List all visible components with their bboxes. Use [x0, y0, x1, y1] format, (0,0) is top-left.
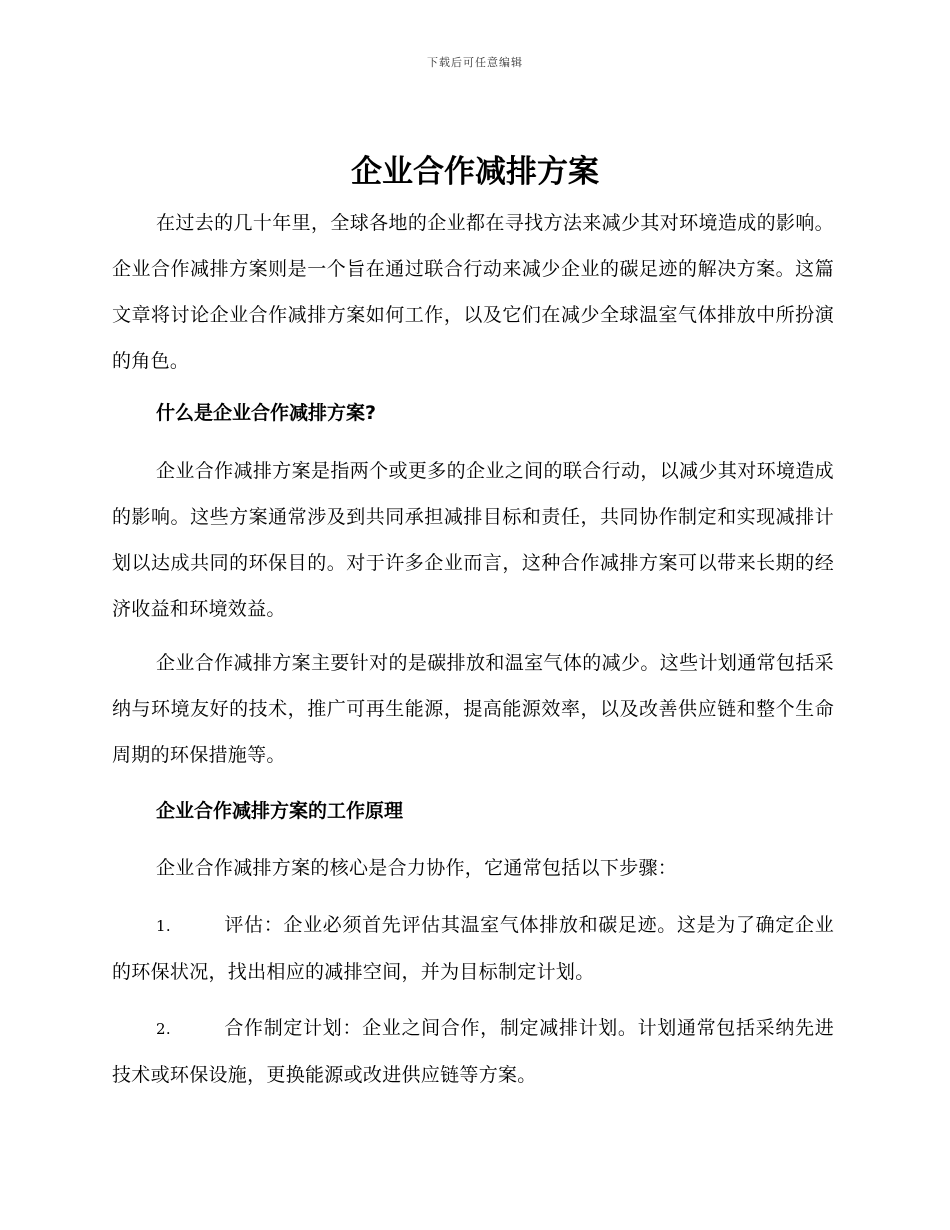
- header-note: 下载后可任意编辑: [427, 56, 523, 69]
- focus-paragraph: 企业合作减排方案主要针对的是碳排放和温室气体的减少。这些计划通常包括采纳与环境友好的技术，推广可再生能源，提高能源效率，以及改善供应链和整个生命周期的环保措施等。: [112, 652, 834, 766]
- list-item: [112, 902, 834, 995]
- intro-paragraph: 在过去的几十年里，全球各地的企业都在寻找方法来减少其对环境造成的影响。企业合作减排方案则是一个旨在通过联合行动来减少企业的碳足迹的解决方案。这篇文章将讨论企业合作减排方案如何工作，以及它们在减少全球温室气体排放中所扮演的角色。: [112, 212, 834, 372]
- list-item-number: 2.: [156, 1020, 171, 1038]
- list-item-text: 合作制定计划：企业之间合作，制定减排计划。计划通常包括采纳先进技术或环保设施，更换能源或改进供应链等方案。: [112, 1017, 834, 1086]
- list-item-text: 评估：企业必须首先评估其温室气体排放和碳足迹。这是为了确定企业的环保状况，找出相应的减排空间，并为目标制定计划。: [112, 914, 834, 983]
- document-title: 企业合作减排方案: [351, 154, 599, 190]
- list-item-number: 1.: [156, 917, 171, 935]
- list-item: [112, 1005, 834, 1098]
- steps-intro-paragraph: 企业合作减排方案的核心是合力协作，它通常包括以下步骤：: [156, 857, 678, 879]
- heading-how-it-works: 企业合作减排方案的工作原理: [156, 800, 404, 822]
- definition-paragraph: 企业合作减排方案是指两个或更多的企业之间的联合行动，以减少其对环境造成的影响。这些方案通常涉及到共同承担减排目标和责任，共同协作制定和实现减排计划以达成共同的环保目的。对于许多企业而言，这种合作减排方案可以带来长期的经济收益和环境效益。: [112, 460, 834, 620]
- heading-what-is: 什么是企业合作减排方案?: [156, 402, 377, 424]
